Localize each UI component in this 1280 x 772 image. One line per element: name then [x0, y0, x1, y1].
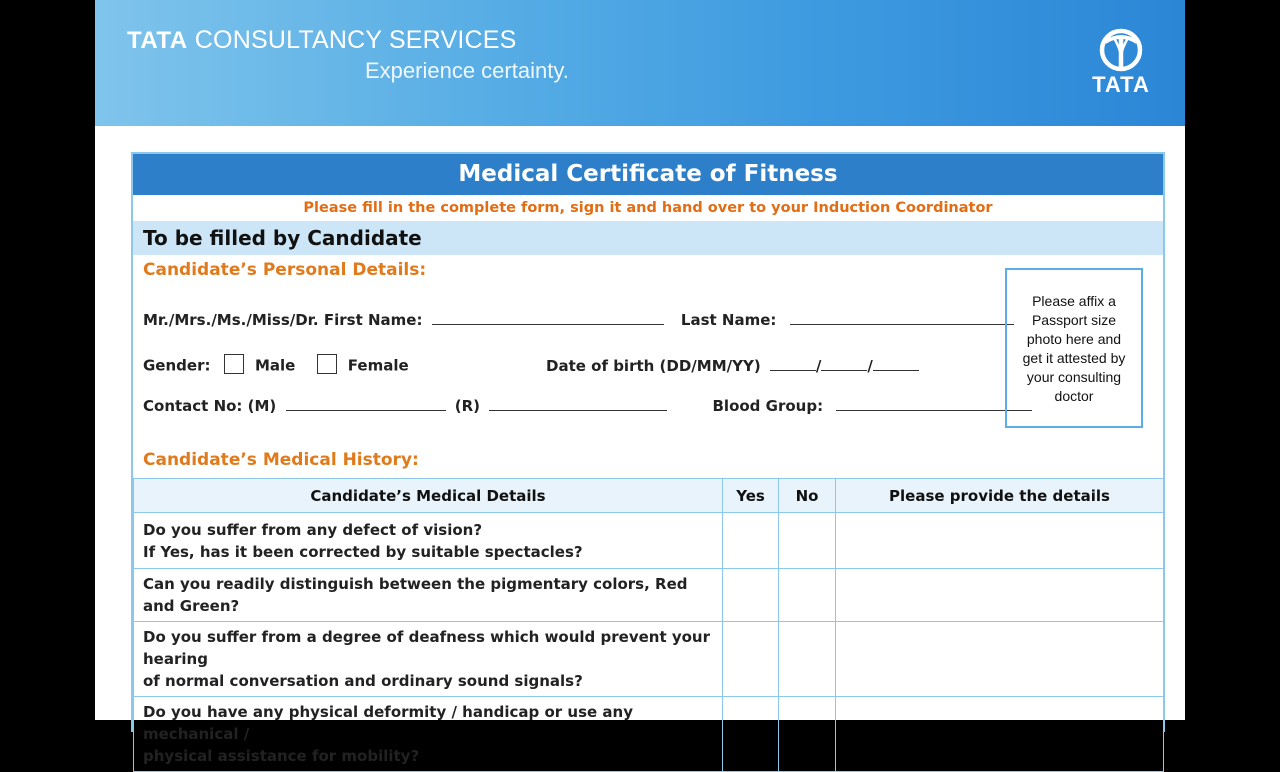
last-name-field[interactable]: [790, 311, 1014, 325]
form-title: Medical Certificate of Fitness: [133, 154, 1163, 195]
yes-cell[interactable]: [723, 569, 779, 622]
blood-group-field[interactable]: [836, 397, 1032, 411]
brand-rest: CONSULTANCY SERVICES: [194, 26, 517, 54]
photo-placeholder: Please affix a Passport size photo here and get it attested by your consulting doctor: [1005, 268, 1143, 428]
question-line: Do you suffer from a degree of deafness which would prevent your hearing: [143, 628, 710, 668]
question-cell: [134, 697, 723, 772]
question-line: of normal conversation and ordinary sound signals?: [143, 672, 583, 690]
table-row: [134, 513, 1164, 569]
gender-label: Gender:: [143, 356, 211, 375]
table-row: [134, 697, 1164, 772]
dob-label: Date of birth (DD/MM/YY): [546, 357, 761, 375]
dob-day-field[interactable]: [770, 357, 816, 371]
last-name-label: Last Name:: [680, 311, 777, 329]
column-header-details: Candidate’s Medical Details: [134, 479, 723, 513]
details-cell[interactable]: [836, 697, 1164, 772]
dob-month-field[interactable]: [821, 357, 867, 371]
form-instructions: Please fill in the complete form, sign it and hand over to your Induction Coordinator: [303, 200, 993, 216]
table-header-row: [134, 479, 1164, 513]
question-cell: [134, 569, 723, 622]
question-line: physical assistance for mobility?: [143, 747, 420, 765]
table-row: [134, 569, 1164, 622]
female-checkbox[interactable]: [317, 354, 337, 374]
medical-history-table: [133, 478, 1164, 772]
no-cell[interactable]: [779, 569, 836, 622]
medical-history-heading: Candidate’s Medical History:: [143, 450, 419, 470]
question-cell: [134, 513, 723, 569]
company-name: [127, 26, 516, 55]
yes-cell[interactable]: [723, 697, 779, 772]
column-header-no: No: [779, 479, 836, 513]
first-name-label: Mr./Mrs./Ms./Miss/Dr. First Name:: [143, 311, 423, 329]
details-cell[interactable]: [836, 569, 1164, 622]
details-cell[interactable]: [836, 513, 1164, 569]
document-page: [95, 0, 1185, 765]
section-title: To be filled by Candidate: [133, 221, 1163, 255]
residence-phone-field[interactable]: [489, 397, 667, 411]
no-cell[interactable]: [779, 697, 836, 772]
question-line: Do you suffer from any defect of vision?: [143, 520, 483, 539]
male-checkbox[interactable]: [224, 354, 244, 374]
yes-cell[interactable]: [723, 513, 779, 569]
mobile-field[interactable]: [286, 397, 446, 411]
question-line: Can you readily distinguish between the pigmentary colors, Red and Green?: [143, 575, 688, 615]
contact-residence-label: (R): [454, 397, 481, 415]
tagline: Experience certainty.: [365, 58, 569, 83]
female-label: Female: [347, 356, 409, 375]
personal-details-heading: Candidate’s Personal Details:: [143, 260, 427, 280]
blood-group-label: Blood Group:: [712, 397, 824, 415]
question-cell: [134, 622, 723, 697]
dob-year-field[interactable]: [873, 357, 919, 371]
contact-mobile-label: Contact No: (M): [143, 397, 277, 415]
details-cell[interactable]: [836, 622, 1164, 697]
header-banner: [95, 0, 1185, 126]
male-label: Male: [254, 356, 296, 375]
column-header-yes: Yes: [723, 479, 779, 513]
gender-row: [143, 356, 409, 376]
first-name-field[interactable]: [432, 311, 664, 325]
name-row: [143, 311, 1014, 329]
logo-text: TATA: [1092, 72, 1150, 97]
table-row: [134, 622, 1164, 697]
brand-bold: TATA: [127, 27, 188, 54]
dob-row: Date of birth (DD/MM/YY) / /: [546, 357, 919, 375]
column-header-provide-details: Please provide the details: [836, 479, 1164, 513]
tata-logo: [1083, 28, 1159, 98]
no-cell[interactable]: [779, 622, 836, 697]
tata-emblem-icon: [1099, 28, 1143, 72]
contact-row: [143, 397, 1032, 415]
question-line: Do you have any physical deformity / handicap or use any mechanical /: [143, 703, 633, 743]
medical-form: [131, 152, 1165, 765]
no-cell[interactable]: [779, 513, 836, 569]
question-line: If Yes, has it been corrected by suitable spectacles?: [143, 542, 583, 561]
yes-cell[interactable]: [723, 622, 779, 697]
